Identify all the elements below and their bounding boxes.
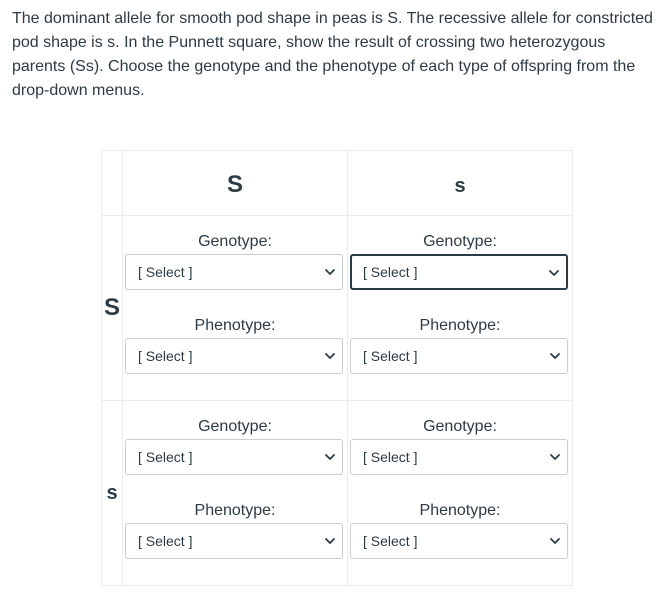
question-prompt: The dominant allele for smooth pod shape in peas is S. The recessive allele for constricted pod shape is s. In the Punnett square, show the result of crossing two heterozygous parents (Ss). Choose the genotype and the phenotype of each type of offspring from the drop-down menus. <box>12 10 653 99</box>
select-value: [ Select ] <box>363 264 418 280</box>
offspring-cell-Ss-top <box>348 216 573 401</box>
select-value: [ Select ] <box>363 533 418 549</box>
phenotype-label: Phenotype: <box>419 317 501 334</box>
row-allele-label: s <box>106 481 118 504</box>
genotype-label: Genotype: <box>198 418 272 435</box>
phenotype-label: Phenotype: <box>419 502 501 519</box>
offspring-cell-ss <box>348 401 573 586</box>
genotype-label: Genotype: <box>423 233 497 250</box>
row-header-recessive <box>102 401 123 586</box>
genotype-select[interactable] <box>125 439 343 475</box>
genotype-label: Genotype: <box>198 233 272 250</box>
phenotype-label: Phenotype: <box>194 502 276 519</box>
genotype-select[interactable] <box>350 254 568 290</box>
chevron-down-icon <box>549 535 561 547</box>
select-value: [ Select ] <box>138 449 193 465</box>
chevron-down-icon <box>324 350 336 362</box>
chevron-down-icon <box>324 451 336 463</box>
phenotype-select[interactable] <box>125 338 343 374</box>
select-value: [ Select ] <box>138 264 193 280</box>
select-value: [ Select ] <box>363 449 418 465</box>
row-allele-label: S <box>103 294 120 321</box>
phenotype-select[interactable] <box>350 523 568 559</box>
phenotype-select[interactable] <box>350 338 568 374</box>
chevron-down-icon <box>549 350 561 362</box>
genotype-select[interactable] <box>350 439 568 475</box>
select-value: [ Select ] <box>138 348 193 364</box>
punnett-square <box>101 150 573 586</box>
corner-cell <box>102 151 123 216</box>
chevron-down-icon <box>548 267 560 279</box>
select-value: [ Select ] <box>138 533 193 549</box>
chevron-down-icon <box>324 266 336 278</box>
genotype-label: Genotype: <box>423 418 497 435</box>
column-allele-label: S <box>226 170 243 198</box>
column-header-dominant <box>123 151 348 216</box>
select-value: [ Select ] <box>363 348 418 364</box>
chevron-down-icon <box>324 535 336 547</box>
genotype-select[interactable] <box>125 254 343 290</box>
offspring-cell-SS <box>123 216 348 401</box>
chevron-down-icon <box>549 451 561 463</box>
column-header-recessive <box>348 151 573 216</box>
offspring-cell-sS <box>123 401 348 586</box>
phenotype-label: Phenotype: <box>194 317 276 334</box>
row-header-dominant <box>102 216 123 401</box>
phenotype-select[interactable] <box>125 523 343 559</box>
column-allele-label: s <box>454 174 466 197</box>
